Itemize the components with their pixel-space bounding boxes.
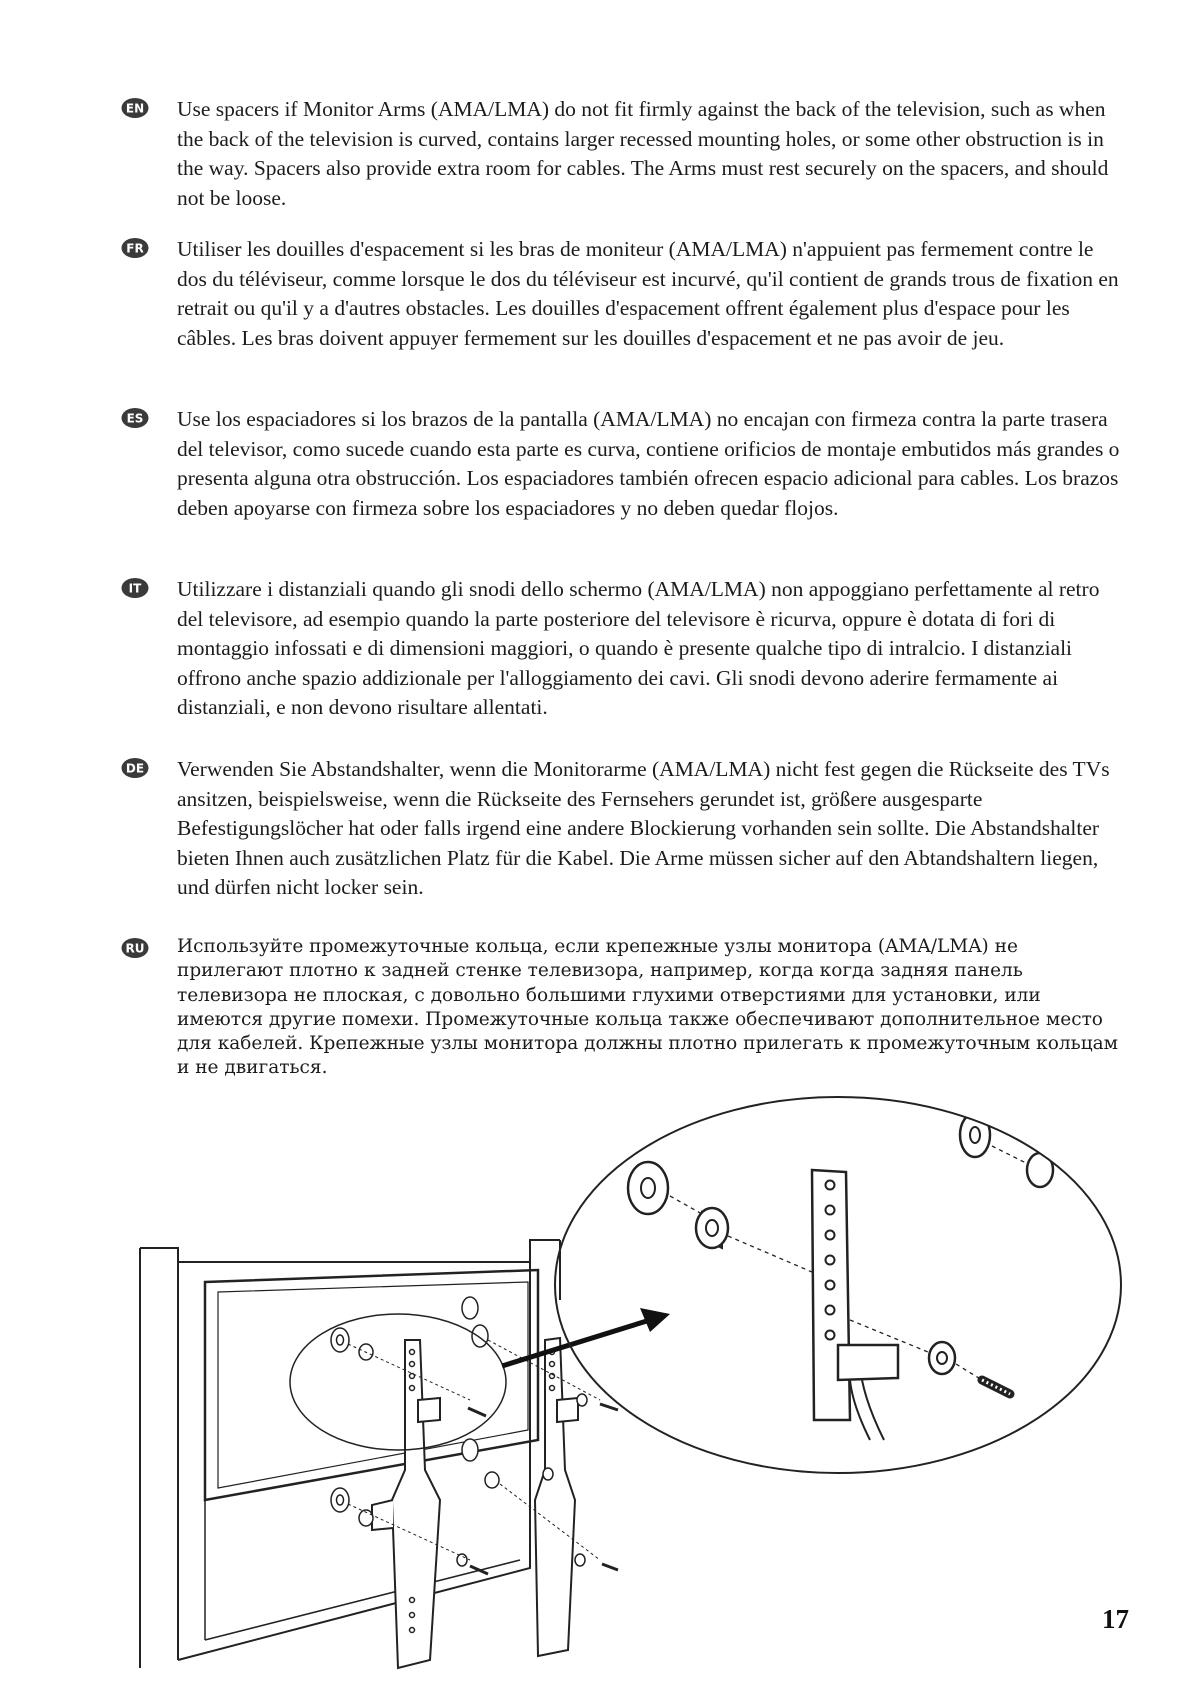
- badge-code: EN: [125, 101, 145, 116]
- paragraph-it: Utilizzare i distanziali quando gli snodi dello schermo (AMA/LMA) non appoggiano perfettamente al retro del televisore, ad esempio quando la parte posteriore del televisore è ricurva, oppure è dotata di fori di montaggio infossati e di dimensioni maggiori, o quando è presente qualche tipo di intralcio. I distanziali offrono anche spazio addizionale per l'alloggiamento dei cavi. Gli snodi devono aderire fermamente ai distanziali, e non devono risultare allentati.: [177, 577, 1100, 719]
- page-number: 17: [1102, 1604, 1129, 1634]
- paragraph-ru: Используйте промежуточные кольца, если крепежные узлы монитора (AMA/LMA) не прилегают плотно к задней стенке телевизора, например, когда когда задняя панель телевизора не плоская, с довольно большими глухими отверстиями для установки, или имеются другие помехи. Промежуточные кольца также обеспечивают дополнительное место для кабелей. Крепежные узлы монитора должны плотно прилегать к промежуточным кольцам и не двигаться.: [177, 936, 1119, 1079]
- badge-code: RU: [125, 941, 145, 956]
- paragraph-fr: Utiliser les douilles d'espacement si les bras de moniteur (AMA/LMA) n'appuient pas fermement contre le dos du téléviseur, comme lorsque le dos du téléviseur est incurvé, qu'il contient de grands trous de fixation en retrait ou qu'il y a d'autres obstacles. Les douilles d'espacement offrent également plus d'espace pour les câbles. Les bras doivent appuyer fermement sur les douilles d'espacement et ne pas avoir de jeu.: [177, 237, 1119, 350]
- paragraph-de: Verwenden Sie Abstandshalter, wenn die Monitorarme (AMA/LMA) nicht fest gegen die Rückseite des TVs ansitzen, beispielsweise, wenn die Rückseite des Fernsehers gerundet ist, größere ausgesparte Befestigungslöcher hat oder falls irgend eine andere Blockierung vorhanden sein sollte. Die Abstandshalter bieten Ihnen auch zusätzlichen Platz für die Kabel. Die Arme müssen sicher auf den Abtandshaltern liegen, und dürfen nicht locker sein.: [177, 757, 1110, 899]
- paragraph-es: Use los espaciadores si los brazos de la pantalla (AMA/LMA) no encajan con firmeza contra la parte trasera del televisor, como sucede cuando esta parte es curva, contiene orificios de montaje embutidos más grandes o presenta alguna otra obstrucción. Los espaciadores también ofrecen espacio adicional para cables. Los brazos deben apoyarse con firmeza sobre los espaciadores y no deben quedar flojos.: [177, 407, 1120, 520]
- badge-code: ES: [126, 411, 144, 426]
- badge-code: IT: [128, 581, 142, 596]
- paragraph-en: Use spacers if Monitor Arms (AMA/LMA) do not fit firmly against the back of the television, such as when the back of the television is curved, contains larger recessed mounting holes, or some other obstruction is in the way. Spacers also provide extra room for cables. The Arms must rest securely on the spacers, and should not be loose.: [177, 97, 1109, 210]
- badge-code: DE: [125, 761, 145, 776]
- badge-code: FR: [126, 241, 144, 256]
